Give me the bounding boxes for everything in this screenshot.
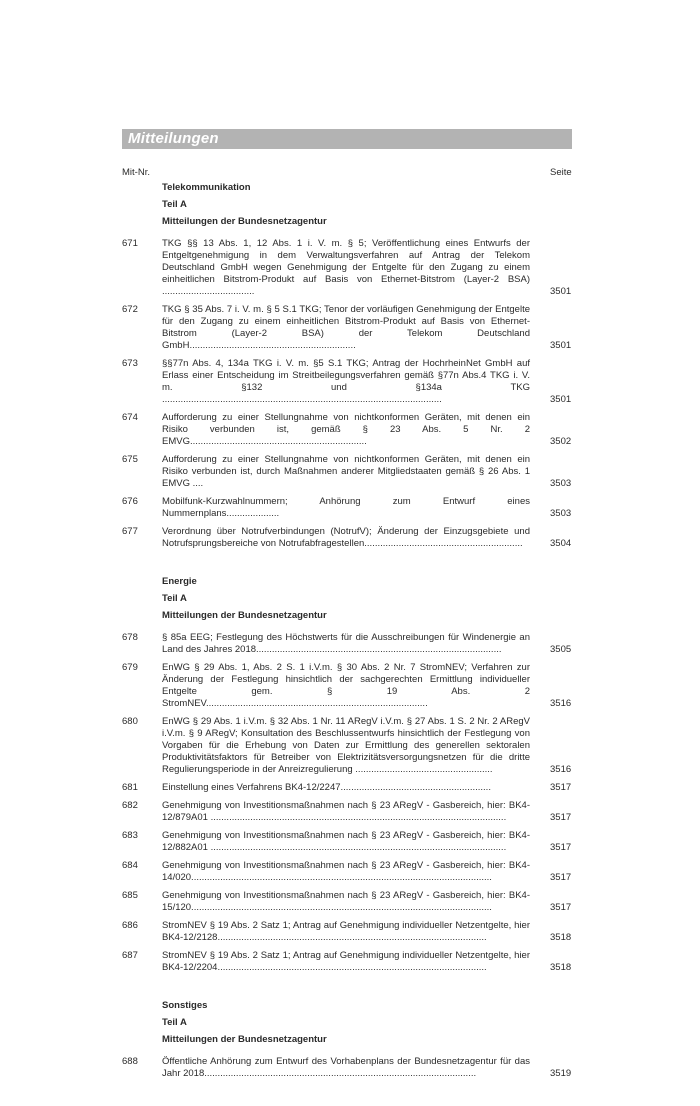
toc-section	[0, 182, 700, 550]
entry-number: 676	[122, 496, 138, 507]
entry-text: Einstellung eines Verfahrens BK4-12/2247.........................................................	[162, 782, 491, 793]
entry-page-number: 3517	[550, 812, 572, 823]
toc-content	[0, 182, 700, 1106]
entry-text: EnWG § 29 Abs. 1 i.V.m. § 32 Abs. 1 Nr. 11 ARegV i.V.m. § 27 Abs. 1 S. 2 Nr. 2 ARegV i.V.m. § 9 ARegV; Konsultation des Beschlussentwurfs hinsichtlich der Festlegung von Vorgaben für die Erhebung von Daten zur Ermittlung des generellen sektoralen Produktivitätsfaktors für Betreiber von Elektrizitätsversorgungsnetzen für die dritte Regulierungsperiode in der Anreizregulierung ....................................................	[162, 716, 530, 775]
entry-number: 688	[122, 1056, 138, 1067]
entry-number: 677	[122, 526, 138, 537]
toc-entry	[0, 238, 700, 298]
entry-text: StromNEV § 19 Abs. 2 Satz 1; Antrag auf Genehmigung individueller Netzentgelte, hier BK4-12/2204......................................................................................................	[162, 950, 530, 973]
entry-page-number: 3517	[550, 842, 572, 853]
entry-number: 673	[122, 358, 138, 369]
toc-entry	[0, 782, 700, 794]
entry-number: 687	[122, 950, 138, 961]
entry-page-number: 3505	[550, 644, 572, 655]
toc-entry-list	[0, 632, 700, 974]
section-part: Teil A	[162, 593, 187, 604]
entry-page-number: 3503	[550, 508, 572, 519]
section-part: Teil A	[162, 1017, 187, 1028]
entry-number: 684	[122, 860, 138, 871]
entry-text: Genehmigung von Investitionsmaßnahmen nach § 23 ARegV - Gasbereich, hier: BK4-15/120..................................................................................................................	[162, 890, 530, 913]
toc-entry	[0, 454, 700, 490]
entry-number: 675	[122, 454, 138, 465]
toc-entry	[0, 662, 700, 710]
entry-text: TKG § 35 Abs. 7 i. V. m. § 5 S.1 TKG; Tenor der vorläufigen Genehmigung der Entgelte für den Zugang zu einem einheitlichen Bitstrom-Produkt auf Basis von Ethernet-Bitstrom (Layer-2 BSA) der Telekom Deutschland GmbH...............................................................	[162, 304, 530, 351]
entry-page-number: 3503	[550, 478, 572, 489]
entry-number: 681	[122, 782, 138, 793]
entry-text: §§77n Abs. 4, 134a TKG i. V. m. §5 S.1 TKG; Antrag der HochrheinNet GmbH auf Erlass einer Entscheidung im Streitbeilegungsverfahren gemäß §77n Abs.4 TKG i. V. m. §132 und §134a TKG ..........................................................................................................	[162, 358, 530, 405]
entry-text: Öffentliche Anhörung zum Entwurf des Vorhabenplans der Bundesnetzagentur für das Jahr 2018.......................................................................................................	[162, 1056, 530, 1079]
entry-number: 672	[122, 304, 138, 315]
entry-text: Genehmigung von Investitionsmaßnahmen nach § 23 ARegV - Gasbereich, hier: BK4-12/882A01 ................................................................................................................	[162, 830, 530, 853]
entry-page-number: 3517	[550, 902, 572, 913]
entry-text: Verordnung über Notrufverbindungen (NotrufV); Änderung der Einzugsgebiete und Notrufsprungsbereiche von Notrufabfragestellen............................................................	[162, 526, 530, 549]
toc-entry	[0, 412, 700, 448]
entry-text: Mobilfunk-Kurzwahlnummern; Anhörung zum Entwurf eines Nummernplans....................	[162, 496, 530, 519]
entry-page-number: 3517	[550, 872, 572, 883]
entry-page-number: 3501	[550, 340, 572, 351]
entry-page-number: 3519	[550, 1068, 572, 1079]
toc-entry	[0, 632, 700, 656]
section-heading: Energie	[162, 576, 197, 587]
entry-page-number: 3516	[550, 698, 572, 709]
entry-text: StromNEV § 19 Abs. 2 Satz 1; Antrag auf Genehmigung individueller Netzentgelte, hier BK4-12/2128......................................................................................................	[162, 920, 530, 943]
entry-number: 682	[122, 800, 138, 811]
toc-entry	[0, 920, 700, 944]
entry-page-number: 3518	[550, 962, 572, 973]
entry-text: Genehmigung von Investitionsmaßnahmen nach § 23 ARegV - Gasbereich, hier: BK4-14/020..................................................................................................................	[162, 860, 530, 883]
section-subheading: Mitteilungen der Bundesnetzagentur	[162, 1034, 327, 1045]
toc-entry	[0, 950, 700, 974]
toc-entry	[0, 830, 700, 854]
toc-entry	[0, 800, 700, 824]
section-part: Teil A	[162, 199, 187, 210]
entry-number: 685	[122, 890, 138, 901]
toc-entry	[0, 358, 700, 406]
entry-number: 674	[122, 412, 138, 423]
entry-text: Aufforderung zu einer Stellungnahme von nichtkonformen Geräten, mit denen ein Risiko verbunden ist, gemäß § 23 Abs. 5 Nr. 2 EMVG...................................................................	[162, 412, 530, 447]
toc-entry	[0, 860, 700, 884]
entry-page-number: 3501	[550, 286, 572, 297]
entry-number: 683	[122, 830, 138, 841]
column-header-page: Seite	[550, 167, 572, 178]
toc-entry-list	[0, 1056, 700, 1080]
toc-entry	[0, 496, 700, 520]
entry-number: 678	[122, 632, 138, 643]
page-title: Mitteilungen	[128, 130, 219, 147]
toc-entry	[0, 716, 700, 776]
entry-text: TKG §§ 13 Abs. 1, 12 Abs. 1 i. V. m. § 5; Veröffentlichung eines Entwurfs der Entgeltgenehmigung in dem Verwaltungsverfahren auf Antrag der Telekom Deutschland GmbH wegen Genehmigung der Entgelte für den Zugang zu einem einheitlichen Bitstrom-Produkt auf Basis von Ethernet-Bitstrom (Layer-2 BSA) ...................................	[162, 238, 530, 297]
entry-page-number: 3504	[550, 538, 572, 549]
entry-number: 679	[122, 662, 138, 673]
entry-number: 671	[122, 238, 138, 249]
entry-number: 680	[122, 716, 138, 727]
section-heading: Sonstiges	[162, 1000, 208, 1011]
toc-section	[0, 576, 700, 974]
entry-text: EnWG § 29 Abs. 1, Abs. 2 S. 1 i.V.m. § 30 Abs. 2 Nr. 7 StromNEV; Verfahren zur Änderung der Festlegung hinsichtlich der sachgerechten Ermittlung individueller Entgelte gem. § 19 Abs. 2 StromNEV....................................................................................	[162, 662, 530, 709]
toc-entry	[0, 1056, 700, 1080]
section-subheading: Mitteilungen der Bundesnetzagentur	[162, 216, 327, 227]
entry-page-number: 3516	[550, 764, 572, 775]
entry-page-number: 3501	[550, 394, 572, 405]
section-subheading: Mitteilungen der Bundesnetzagentur	[162, 610, 327, 621]
section-heading: Telekommunikation	[162, 182, 251, 193]
toc-entry-list	[0, 238, 700, 550]
title-bar	[122, 129, 572, 149]
toc-entry	[0, 890, 700, 914]
entry-text: Genehmigung von Investitionsmaßnahmen nach § 23 ARegV - Gasbereich, hier: BK4-12/879A01 ................................................................................................................	[162, 800, 530, 823]
entry-page-number: 3517	[550, 782, 572, 793]
entry-page-number: 3502	[550, 436, 572, 447]
entry-text: Aufforderung zu einer Stellungnahme von nichtkonformen Geräten, mit denen ein Risiko verbunden ist, durch Maßnahmen anderer Mitgliedstaaten gemäß § 26 Abs. 1 EMVG ....	[162, 454, 530, 489]
entry-page-number: 3518	[550, 932, 572, 943]
entry-number: 686	[122, 920, 138, 931]
toc-entry	[0, 304, 700, 352]
column-header-number: Mit-Nr.	[122, 167, 150, 178]
entry-text: § 85a EEG; Festlegung des Höchstwerts für die Ausschreibungen für Windenergie an Land des Jahres 2018.............................................................................................	[162, 632, 530, 655]
toc-entry	[0, 526, 700, 550]
toc-section	[0, 1000, 700, 1080]
